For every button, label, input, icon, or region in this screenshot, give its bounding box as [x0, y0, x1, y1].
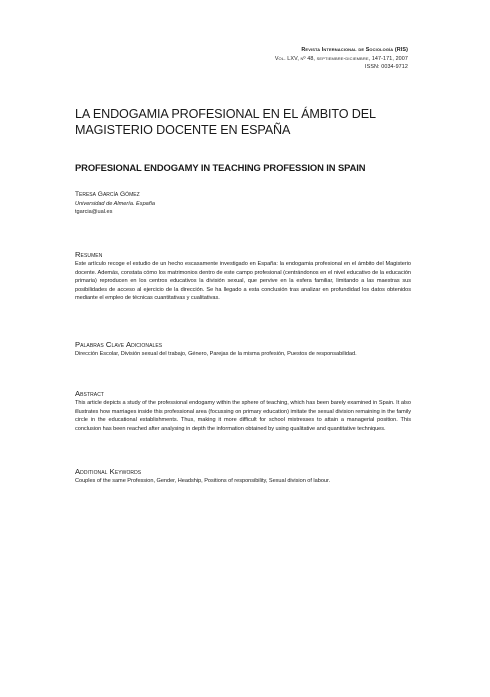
keywords-section: [75, 467, 411, 486]
keywords-heading: Additional Keywords: [75, 467, 142, 476]
resumen-heading: Resumen: [75, 250, 103, 259]
resumen-section: [75, 250, 411, 303]
author-name: Teresa García Gómez: [75, 191, 140, 198]
palabras-clave-text: Dirección Escolar, División sexual del trabajo, Género, Parejas de la misma profesión, Puestos de responsabilidad.: [75, 351, 357, 357]
running-head: [148, 46, 408, 72]
author-block: [75, 191, 375, 217]
article-title-spanish: LA ENDOGAMIA PROFESIONAL EN EL ÁMBITO DEL MAGISTERIO DOCENTE EN ESPAÑA: [75, 107, 376, 138]
resumen-text: Este artículo recoge el estudio de un hecho escasamente investigado en España: la endogamia profesional en el ámbito del Magisterio docente. Además, constata cómo los matrimonios dentro de este campo profesional (centrándonos en el nivel educativo de la educación primaria) reproducen en los centros educativos la división sexual, que pervive en la esfera familiar, limitando a las maestras sus posibilidades de acceso al ejercicio de la dirección. Se ha llegado a esta conclusión tras analizar en profundidad los datos obtenidos mediante el empleo de técnicas cuantitativas y cualitativas.: [75, 261, 411, 302]
author-affiliation: Universidad de Almería. España: [75, 200, 156, 207]
journal-name: Revista Internacional de Sociología (RIS): [301, 47, 408, 53]
palabras-clave-section: [75, 340, 411, 359]
abstract-text: This article depicts a study of the professional endogamy within the sphere of teaching, which has been barely examined in Spain. It also illustrates how marriages inside this professional area (focussing on primary education) imitate the sexual division remaining in the family circle in the educational establishments. Thus, making it more difficult for school mistresses to attain a managerial position. This conclusion has been reached after analysing in depth the information obtained by using qualitative and quantitative techniques.: [75, 400, 411, 432]
palabras-clave-heading: Palabras Clave Adicionales: [75, 340, 163, 349]
article-title-english: PROFESIONAL ENDOGAMY IN TEACHING PROFESSION IN SPAIN: [75, 162, 366, 173]
abstract-heading: Abstract: [75, 389, 105, 398]
issn: ISSN: 0034-9712: [365, 64, 408, 71]
abstract-section: [75, 389, 411, 433]
keywords-text: Couples of the same Profession, Gender, Headship, Positions of responsibility, Sexual division of labour.: [75, 478, 331, 484]
issue-info: Vol. LXV, nº 48, septiembre-diciembre, 147-171, 2007: [274, 55, 408, 62]
author-email: tgarcia@ual.es: [75, 209, 113, 216]
